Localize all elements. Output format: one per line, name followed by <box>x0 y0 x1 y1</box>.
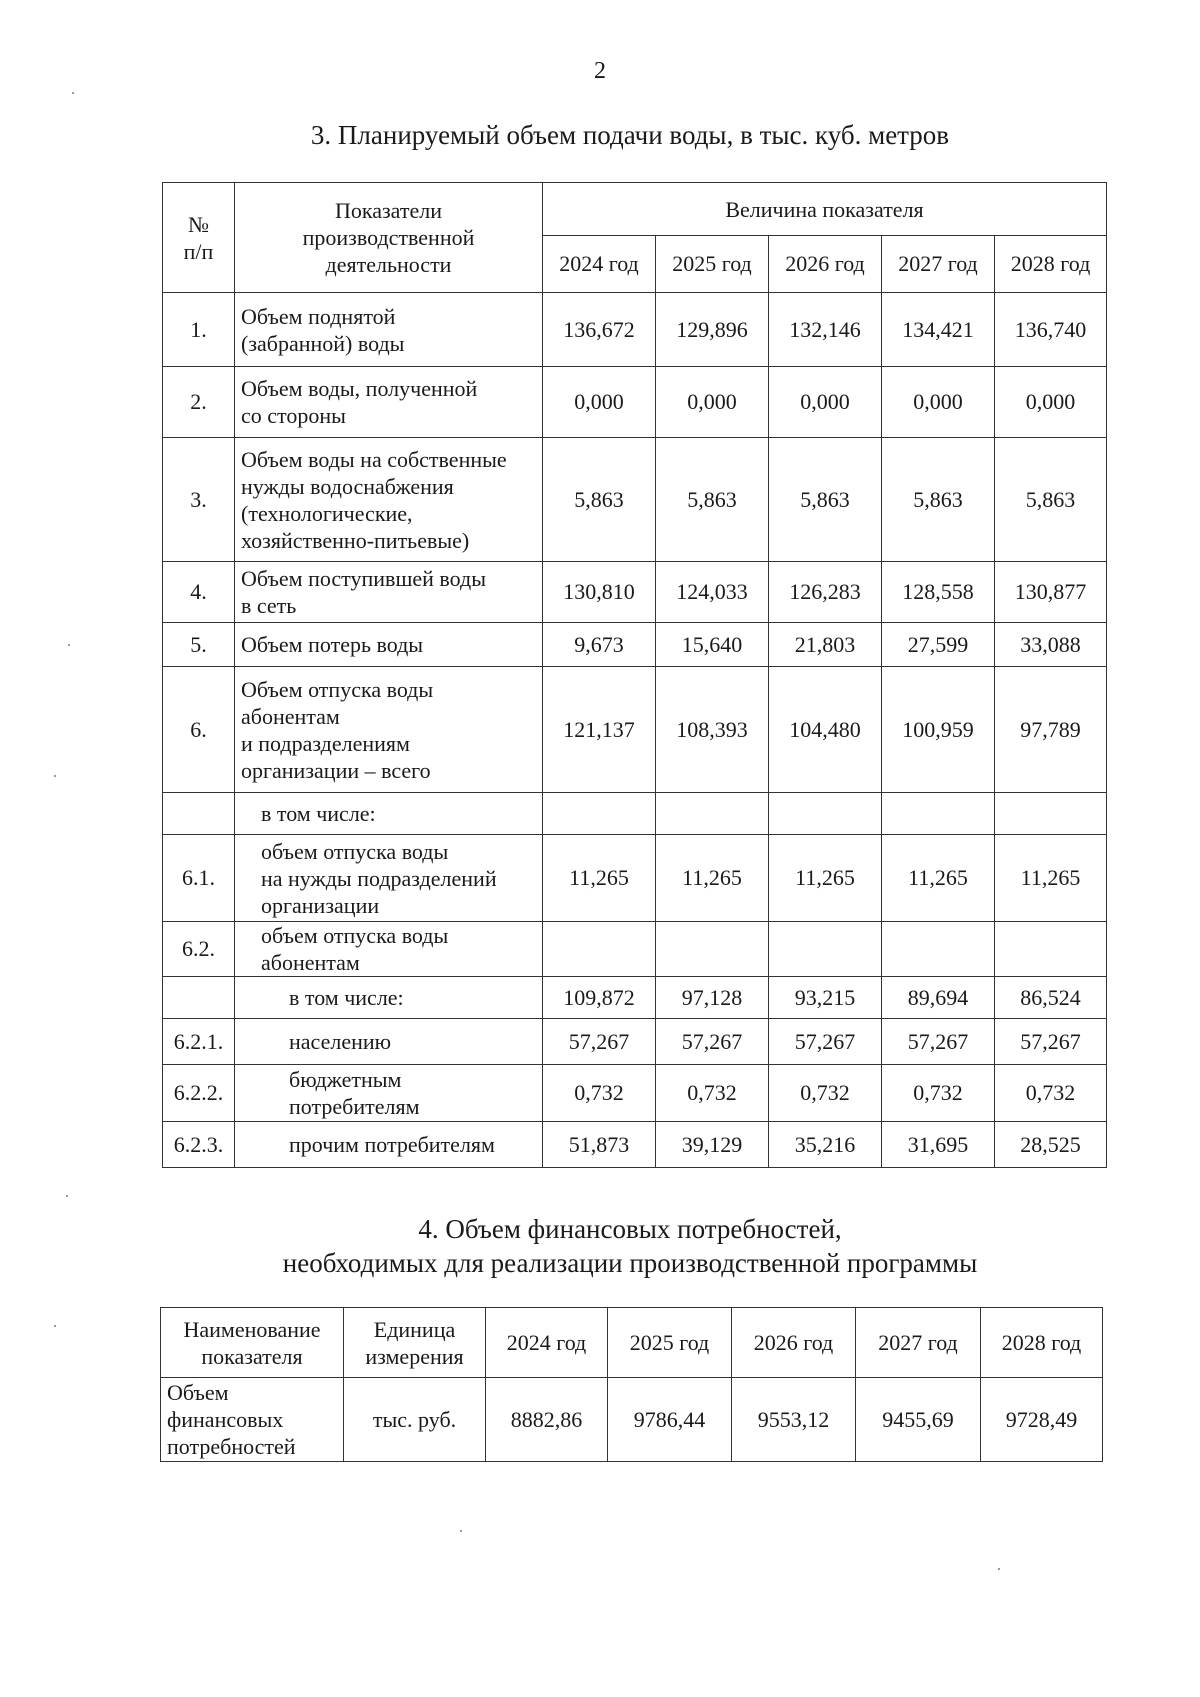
value-cell <box>769 922 882 977</box>
value-cell: 104,480 <box>769 667 882 793</box>
row-number: 6.1. <box>163 835 235 922</box>
value-cell <box>995 922 1107 977</box>
section-3-title: 3. Планируемый объем подачи воды, в тыс. куб. метров <box>310 120 950 150</box>
value-cell: 108,393 <box>656 667 769 793</box>
value-cell: 9,673 <box>543 623 656 667</box>
header-year: 2026 год <box>769 236 882 293</box>
table-row <box>163 562 1107 623</box>
indicator-label: в том числе: <box>235 977 543 1019</box>
value-cell <box>656 793 769 835</box>
value-cell: 0,732 <box>995 1065 1107 1122</box>
value-cell <box>656 922 769 977</box>
value-cell: 121,137 <box>543 667 656 793</box>
value-cell: 0,000 <box>882 367 995 438</box>
value-cell: 89,694 <box>882 977 995 1019</box>
unit-cell: тыс. руб. <box>344 1378 486 1462</box>
value-cell: 51,873 <box>543 1122 656 1168</box>
value-cell: 57,267 <box>769 1019 882 1065</box>
value-cell: 128,558 <box>882 562 995 623</box>
value-cell: 9786,44 <box>608 1378 732 1462</box>
row-number <box>163 793 235 835</box>
value-cell: 11,265 <box>882 835 995 922</box>
scan-speck <box>54 1325 56 1327</box>
value-cell: 0,732 <box>543 1065 656 1122</box>
table-row <box>163 793 1107 835</box>
header-year: 2028 год <box>995 236 1107 293</box>
value-cell: 57,267 <box>543 1019 656 1065</box>
header-indicator: Показатели производственной деятельности <box>235 183 543 293</box>
value-cell: 57,267 <box>882 1019 995 1065</box>
value-cell: 109,872 <box>543 977 656 1019</box>
value-cell: 11,265 <box>769 835 882 922</box>
table-row <box>163 977 1107 1019</box>
value-cell: 11,265 <box>995 835 1107 922</box>
value-cell: 0,732 <box>769 1065 882 1122</box>
value-cell: 134,421 <box>882 293 995 367</box>
value-cell: 15,640 <box>656 623 769 667</box>
value-cell: 57,267 <box>656 1019 769 1065</box>
value-cell <box>882 922 995 977</box>
value-cell: 124,033 <box>656 562 769 623</box>
scan-speck <box>68 644 70 646</box>
table-row <box>161 1378 1103 1462</box>
scan-speck <box>54 775 56 777</box>
value-cell: 21,803 <box>769 623 882 667</box>
table-row <box>163 367 1107 438</box>
value-cell: 9728,49 <box>981 1378 1103 1462</box>
value-cell: 5,863 <box>882 438 995 562</box>
financial-needs-table <box>160 1307 1103 1462</box>
row-number: 6.2.2. <box>163 1065 235 1122</box>
value-cell: 129,896 <box>656 293 769 367</box>
value-cell: 11,265 <box>543 835 656 922</box>
row-number <box>163 977 235 1019</box>
header-name: Наименование показателя <box>161 1308 344 1378</box>
value-cell: 5,863 <box>769 438 882 562</box>
indicator-label: прочим потребителям <box>235 1122 543 1168</box>
value-cell: 35,216 <box>769 1122 882 1168</box>
indicator-label: объем отпуска воды абонентам <box>235 922 543 977</box>
indicator-label: Объем воды, полученной со стороны <box>235 367 543 438</box>
indicator-label: Объем поднятой (забранной) воды <box>235 293 543 367</box>
value-cell: 130,810 <box>543 562 656 623</box>
indicator-name: Объем финансовых потребностей <box>161 1378 344 1462</box>
water-supply-table <box>162 182 1107 1168</box>
value-cell: 33,088 <box>995 623 1107 667</box>
header-year: 2027 год <box>882 236 995 293</box>
table-row <box>163 438 1107 562</box>
value-cell: 132,146 <box>769 293 882 367</box>
row-number: 4. <box>163 562 235 623</box>
scan-speck <box>998 1568 1000 1570</box>
value-cell <box>995 793 1107 835</box>
row-number: 6. <box>163 667 235 793</box>
value-cell: 5,863 <box>543 438 656 562</box>
value-cell: 0,000 <box>543 367 656 438</box>
value-cell: 86,524 <box>995 977 1107 1019</box>
value-cell: 11,265 <box>656 835 769 922</box>
table-row <box>163 1019 1107 1065</box>
indicator-label: в том числе: <box>235 793 543 835</box>
value-cell: 28,525 <box>995 1122 1107 1168</box>
value-cell: 9553,12 <box>732 1378 856 1462</box>
table-row <box>163 922 1107 977</box>
indicator-label: населению <box>235 1019 543 1065</box>
table-row <box>163 293 1107 367</box>
value-cell: 57,267 <box>995 1019 1107 1065</box>
header-year: 2025 год <box>608 1308 732 1378</box>
header-year: 2024 год <box>543 236 656 293</box>
header-year: 2026 год <box>732 1308 856 1378</box>
value-cell: 9455,69 <box>856 1378 981 1462</box>
value-cell: 0,000 <box>656 367 769 438</box>
section-4-title: 4. Объем финансовых потребностей, необходимых для реализации производственной программы <box>282 1214 978 1278</box>
row-number: 1. <box>163 293 235 367</box>
indicator-label: объем отпуска воды на нужды подразделений организации <box>235 835 543 922</box>
row-number: 3. <box>163 438 235 562</box>
value-cell: 31,695 <box>882 1122 995 1168</box>
value-cell: 5,863 <box>995 438 1107 562</box>
value-cell: 126,283 <box>769 562 882 623</box>
value-cell <box>543 922 656 977</box>
value-cell <box>543 793 656 835</box>
row-number: 2. <box>163 367 235 438</box>
indicator-label: бюджетным потребителям <box>235 1065 543 1122</box>
table-row <box>163 667 1107 793</box>
header-value-group: Величина показателя <box>543 183 1107 236</box>
row-number: 6.2.3. <box>163 1122 235 1168</box>
indicator-label: Объем отпуска воды абонентам и подразделениям организации – всего <box>235 667 543 793</box>
value-cell: 136,672 <box>543 293 656 367</box>
value-cell: 0,732 <box>882 1065 995 1122</box>
header-unit: Единица измерения <box>344 1308 486 1378</box>
table-row <box>163 1065 1107 1122</box>
indicator-label: Объем воды на собственные нужды водоснабжения (технологические, хозяйственно-питьевые) <box>235 438 543 562</box>
value-cell: 0,732 <box>656 1065 769 1122</box>
value-cell: 93,215 <box>769 977 882 1019</box>
value-cell: 0,000 <box>995 367 1107 438</box>
table-row <box>163 835 1107 922</box>
header-year: 2027 год <box>856 1308 981 1378</box>
table-row <box>163 1122 1107 1168</box>
header-num: № п/п <box>163 183 235 293</box>
row-number: 6.2.1. <box>163 1019 235 1065</box>
header-year: 2024 год <box>486 1308 608 1378</box>
indicator-label: Объем поступившей воды в сеть <box>235 562 543 623</box>
value-cell: 136,740 <box>995 293 1107 367</box>
value-cell: 0,000 <box>769 367 882 438</box>
header-year: 2028 год <box>981 1308 1103 1378</box>
page-number: 2 <box>594 58 606 84</box>
value-cell: 27,599 <box>882 623 995 667</box>
scan-speck <box>460 1530 462 1532</box>
scan-speck <box>66 1195 68 1197</box>
value-cell: 97,789 <box>995 667 1107 793</box>
table-row <box>163 623 1107 667</box>
row-number: 5. <box>163 623 235 667</box>
value-cell: 97,128 <box>656 977 769 1019</box>
row-number: 6.2. <box>163 922 235 977</box>
value-cell: 100,959 <box>882 667 995 793</box>
scan-speck <box>72 92 74 94</box>
value-cell <box>882 793 995 835</box>
header-year: 2025 год <box>656 236 769 293</box>
value-cell: 5,863 <box>656 438 769 562</box>
value-cell: 8882,86 <box>486 1378 608 1462</box>
indicator-label: Объем потерь воды <box>235 623 543 667</box>
value-cell: 39,129 <box>656 1122 769 1168</box>
value-cell <box>769 793 882 835</box>
value-cell: 130,877 <box>995 562 1107 623</box>
